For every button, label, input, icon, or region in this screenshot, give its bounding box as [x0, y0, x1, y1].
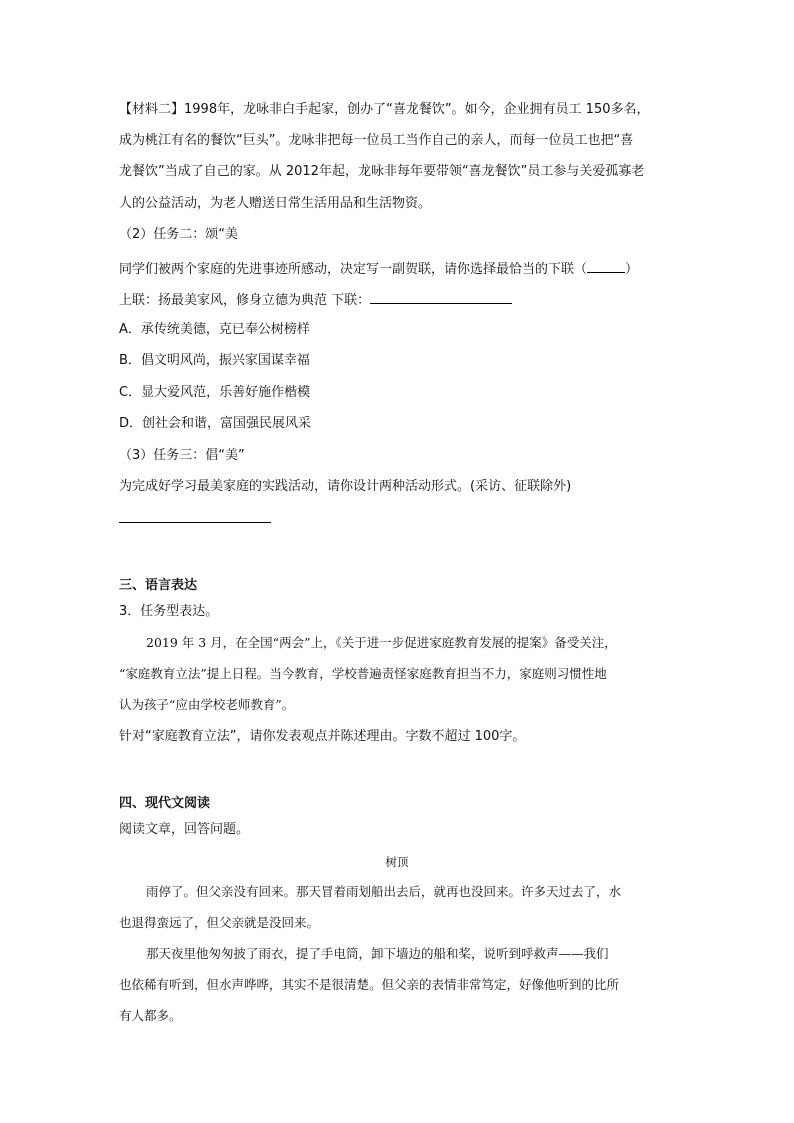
article-p2-line-2: 也依稀有听到，但水声哗哗，其实不是很清楚。但父亲的表情非常笃定，好像他听到的比所 — [119, 977, 620, 992]
section3-title: 三、语言表达 — [119, 578, 198, 593]
couplet-line — [119, 289, 512, 310]
answer-blank[interactable] — [587, 258, 625, 273]
section3-question: 3．任务型表达。 — [119, 604, 219, 619]
task2-prompt-line — [119, 258, 638, 279]
option-d: D．创社会和谐，富国强民展风采 — [119, 416, 312, 431]
option-b: B．倡文明风尚，振兴家国谋幸福 — [119, 353, 310, 368]
material2-line-4: 人的公益活动，为老人赠送日常生活用品和生活物资。 — [119, 196, 432, 211]
material2-line-1: 【材料二】1998年，龙咏非白手起家，创办了“喜龙餐饮”。如今，企业拥有员工 150多名， — [119, 102, 650, 117]
task2-heading: （2）任务二：颂“美 — [119, 227, 239, 242]
section4-title: 四、现代文阅读 — [119, 796, 211, 811]
section3-instruction: 针对“家庭教育立法”，请你发表观点并陈述理由。字数不超过 100字。 — [119, 729, 526, 744]
material2-line-3: 龙餐饮”当成了自己的家。从 2012年起，龙咏非每年要带领“喜龙餐饮”员工参与关爱孤寡老 — [119, 164, 645, 179]
task3-answer-line[interactable] — [119, 522, 271, 523]
article-p2-line-1: 那天夜里他匆匆披了雨衣，提了手电筒，卸下墙边的船和桨，说听到呼救声——我们 — [146, 946, 609, 961]
section3-paragraph-line-1: 2019 年 3 月，在全国“两会”上，《关于进一步促进家庭教育发展的提案》备受关注， — [146, 635, 617, 650]
section3-paragraph-line-3: 认为孩子“应由学校老师教育”。 — [119, 697, 295, 712]
task2-prompt-end: ） — [625, 262, 639, 277]
task3-prompt: 为完成好学习最美家庭的实践活动，请你设计两种活动形式。(采访、征联除外) — [119, 479, 572, 494]
article-p2-line-3: 有人都多。 — [119, 1008, 182, 1023]
article-p1-line-1: 雨停了。但父亲没有回来。那天冒着雨划船出去后，就再也没回来。许多天过去了，水 — [146, 884, 622, 899]
article-p1-line-2: 也退得蛮远了，但父亲就是没回来。 — [119, 915, 320, 930]
option-a: A．承传统美德，克已奉公树榜样 — [119, 322, 310, 337]
couplet-text: 上联：扬最美家风，修身立德为典范 下联： — [119, 293, 371, 308]
task2-prompt: 同学们被两个家庭的先进事迹所感动，决定写一副贺联，请你选择最恰当的下联（ — [119, 262, 588, 277]
article-title: 树顶 — [385, 855, 409, 869]
section4-instruction: 阅读文章，回答问题。 — [119, 822, 250, 837]
option-c: C．显大爱风范，乐善好施作楷模 — [119, 385, 311, 400]
task3-heading: （3）任务三：倡“美” — [119, 448, 245, 463]
section3-paragraph-line-2: “家庭教育立法”提上日程。当今教育，学校普遍责怪家庭教育担当不力，家庭则习惯性地 — [119, 666, 607, 681]
material2-line-2: 成为桃江有名的餐饮“巨头”。龙咏非把每一位员工当作自己的亲人，而每一位员工也把“喜 — [119, 133, 634, 148]
couplet-answer-blank[interactable] — [370, 289, 512, 304]
